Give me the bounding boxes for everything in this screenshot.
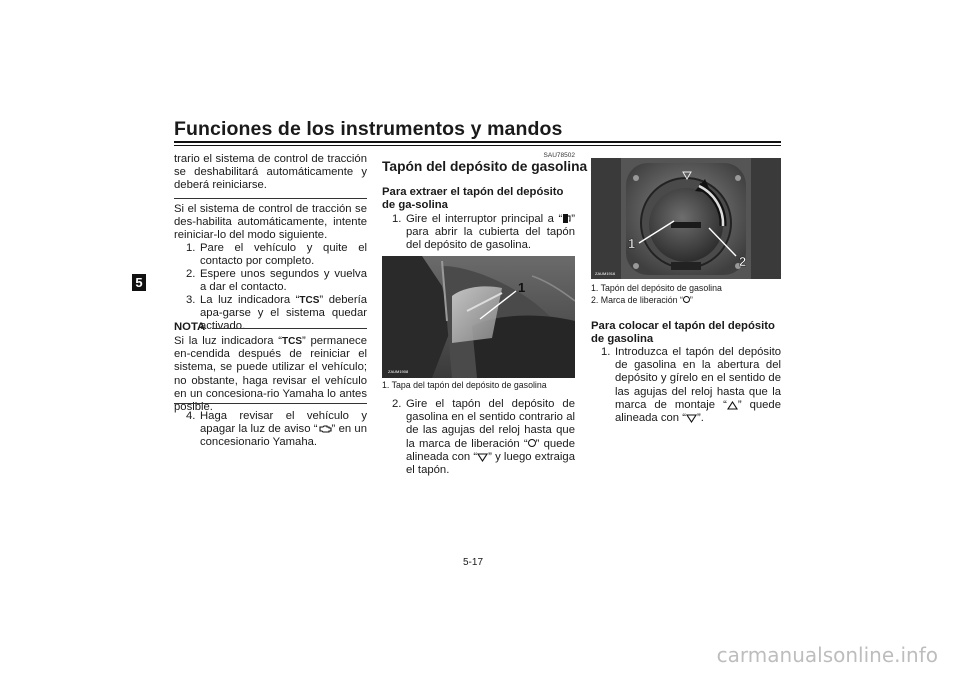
header-rule [174,141,781,143]
subheading-install: Para colocar el tapón del depósito de gasolina [591,320,775,346]
step-text: Haga revisar el vehículo y apagar la luz de aviso “ ” en un concesionario Yamaha. [200,410,367,449]
triangle-down-icon [686,414,697,423]
figure-caption: 1. Tapón del depósito de gasolina [591,283,722,293]
step-text: Gire el tapón del depósito de gasolina en el sentido contrario al de las agujas del reloj hasta que la marca de liberación “ ” quede alineada con “ ” y luego extraiga el tapón. [406,398,575,477]
intro-paragraph: trario el sistema de control de tracción se deshabilitará automáticamente y deberá reiniciarse. [174,153,367,192]
nota-paragraph: Si la luz indicadora “TCS” permanece en-cendida después de reiniciar el sistema, se puede utilizar el vehículo; no obstante, haga revisar el vehículo en un concesiona-rio Yamaha lo antes posible. [174,335,367,414]
tcs-icon: TCS [282,336,302,347]
figure-caption: 2. Marca de liberación “ ” [591,295,693,305]
step-number: 4. [186,410,196,422]
page-title: Funciones de los instrumentos y mandos [174,118,563,140]
step-number: 1. [392,213,402,225]
step-text: La luz indicadora “TCS” debería apa-garse y el sistema quedar activado. [200,294,368,333]
triangle-up-icon [727,401,738,410]
box-rule-top [174,198,367,199]
triangle-down-icon [477,453,488,462]
chapter-tab: 5 [132,274,146,291]
step-number: 2. [392,398,402,410]
step-number: 2. [186,268,196,280]
figure-code: ZAUM1916 [595,271,616,276]
figure-code: ZAUM1908 [388,369,409,374]
release-mark-icon [528,439,536,447]
page-number: 5-17 [463,557,484,568]
step-number: 1. [601,346,611,358]
step-text: Gire el interruptor principal a “ ” para abrir la cubierta del tapón del depósito de gasolina. [406,213,575,252]
nota-label: NOTA [174,321,206,333]
engine-warning-icon [318,424,332,434]
subheading-remove: Para extraer el tapón del depósito de ga-solina [382,186,564,212]
step-text: Espere unos segundos y vuelva a dar el contacto. [200,268,367,294]
box-paragraph: Si el sistema de control de tracción se des-habilita automáticamente, intente reiniciar-lo del modo siguiente. [174,203,367,242]
figure-caption: 1. Tapa del tapón del depósito de gasolina [382,380,547,390]
step-text: Pare el vehículo y quite el contacto por completo. [200,242,367,268]
section-heading: Tapón del depósito de gasolina [382,159,588,174]
figure-callout: 1 [518,280,526,295]
nota-rule [212,328,367,329]
fuel-key-icon [562,213,571,224]
step-number: 1. [186,242,196,254]
step-text: Introduzca el tapón del depósito de gasolina en la abertura del depósito y gírelo en el sentido de las agujas del reloj hasta que la marca de montaje “ ” quede alineada con “ ”. [615,346,781,425]
step-number: 3. [186,294,196,306]
figure-callout: 2 [739,254,747,269]
watermark: carmanualsonline.info [716,643,938,667]
fuel-cap-photo [591,158,781,279]
figure-callout: 1 [628,236,636,251]
nota-rule-bottom [174,403,367,404]
scooter-photo [382,256,575,378]
tcs-icon: TCS [299,295,320,306]
header-rule-thin [174,145,781,146]
section-code: SAU78502 [543,152,575,159]
release-mark-icon [683,296,690,303]
